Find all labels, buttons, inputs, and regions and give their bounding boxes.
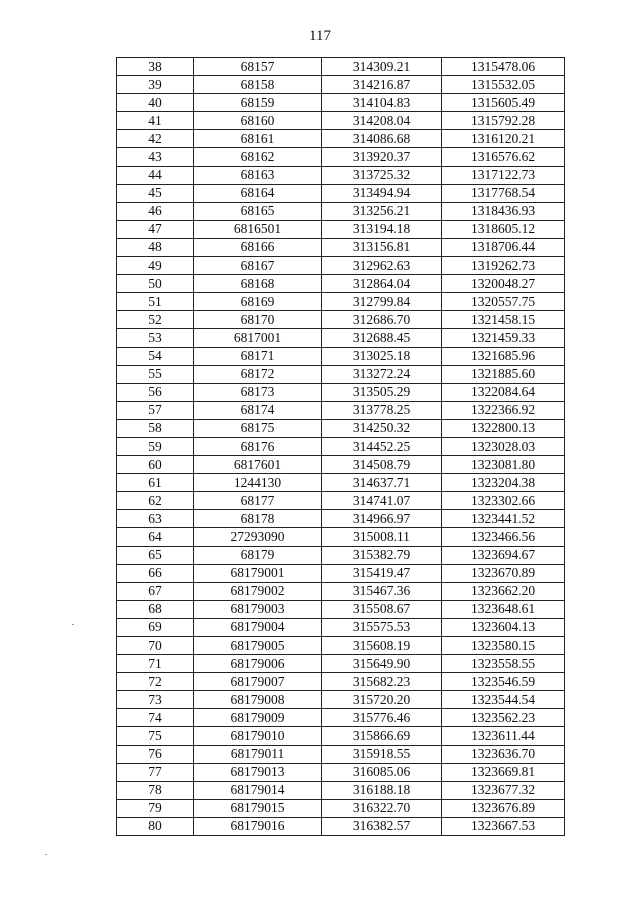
table-row: [117, 673, 565, 691]
x-coordinate-cell: 313156.81: [322, 238, 442, 256]
point-index-cell: 59: [117, 437, 194, 455]
point-index-cell: 52: [117, 311, 194, 329]
point-index-cell: 49: [117, 257, 194, 275]
point-id-cell: 68179015: [194, 799, 322, 817]
x-coordinate-cell: 315866.69: [322, 727, 442, 745]
x-coordinate-cell: 313920.37: [322, 148, 442, 166]
x-coordinate-cell: 312799.84: [322, 293, 442, 311]
y-coordinate-cell: 1323441.52: [442, 510, 565, 528]
x-coordinate-cell: 314966.97: [322, 510, 442, 528]
y-coordinate-cell: 1323667.53: [442, 817, 565, 835]
point-index-cell: 57: [117, 401, 194, 419]
y-coordinate-cell: 1320557.75: [442, 293, 565, 311]
point-index-cell: 69: [117, 618, 194, 636]
x-coordinate-cell: 314452.25: [322, 437, 442, 455]
table-row: [117, 184, 565, 202]
point-index-cell: 77: [117, 763, 194, 781]
y-coordinate-cell: 1315478.06: [442, 58, 565, 76]
point-id-cell: 6817601: [194, 456, 322, 474]
point-id-cell: 68179004: [194, 618, 322, 636]
x-coordinate-cell: 316085.06: [322, 763, 442, 781]
point-id-cell: 68179006: [194, 655, 322, 673]
point-index-cell: 76: [117, 745, 194, 763]
point-index-cell: 73: [117, 691, 194, 709]
point-id-cell: 68174: [194, 401, 322, 419]
y-coordinate-cell: 1323670.89: [442, 564, 565, 582]
point-id-cell: 68179016: [194, 817, 322, 835]
table-row: [117, 600, 565, 618]
y-coordinate-cell: 1321459.33: [442, 329, 565, 347]
scan-speck: [72, 624, 74, 625]
point-index-cell: 58: [117, 419, 194, 437]
y-coordinate-cell: 1322366.92: [442, 401, 565, 419]
y-coordinate-cell: 1323081.80: [442, 456, 565, 474]
point-index-cell: 41: [117, 112, 194, 130]
y-coordinate-cell: 1317768.54: [442, 184, 565, 202]
point-index-cell: 50: [117, 275, 194, 293]
point-index-cell: 39: [117, 76, 194, 94]
point-id-cell: 68176: [194, 437, 322, 455]
x-coordinate-cell: 314208.04: [322, 112, 442, 130]
point-id-cell: 68177: [194, 492, 322, 510]
point-id-cell: 68170: [194, 311, 322, 329]
table-row: [117, 781, 565, 799]
table-row: [117, 257, 565, 275]
table-row: [117, 329, 565, 347]
table-row: [117, 799, 565, 817]
y-coordinate-cell: 1323544.54: [442, 691, 565, 709]
table-body: [117, 58, 565, 836]
x-coordinate-cell: 315649.90: [322, 655, 442, 673]
point-index-cell: 45: [117, 184, 194, 202]
y-coordinate-cell: 1316576.62: [442, 148, 565, 166]
y-coordinate-cell: 1323302.66: [442, 492, 565, 510]
y-coordinate-cell: 1323676.89: [442, 799, 565, 817]
table-row: [117, 528, 565, 546]
point-index-cell: 75: [117, 727, 194, 745]
table-row: [117, 383, 565, 401]
point-id-cell: 68168: [194, 275, 322, 293]
point-id-cell: 68171: [194, 347, 322, 365]
table-row: [117, 293, 565, 311]
table-row: [117, 763, 565, 781]
table-row: [117, 709, 565, 727]
y-coordinate-cell: 1322800.13: [442, 419, 565, 437]
point-id-cell: 68179005: [194, 637, 322, 655]
table-row: [117, 437, 565, 455]
point-index-cell: 74: [117, 709, 194, 727]
x-coordinate-cell: 312688.45: [322, 329, 442, 347]
point-index-cell: 63: [117, 510, 194, 528]
x-coordinate-cell: 314508.79: [322, 456, 442, 474]
table-row: [117, 618, 565, 636]
table-row: [117, 220, 565, 238]
point-id-cell: 1244130: [194, 474, 322, 492]
y-coordinate-cell: 1321885.60: [442, 365, 565, 383]
table-row: [117, 112, 565, 130]
y-coordinate-cell: 1323677.32: [442, 781, 565, 799]
scan-speck: [45, 854, 47, 855]
table-row: [117, 148, 565, 166]
y-coordinate-cell: 1323662.20: [442, 582, 565, 600]
y-coordinate-cell: 1321458.15: [442, 311, 565, 329]
y-coordinate-cell: 1323558.55: [442, 655, 565, 673]
point-index-cell: 72: [117, 673, 194, 691]
point-id-cell: 68175: [194, 419, 322, 437]
table-row: [117, 691, 565, 709]
y-coordinate-cell: 1323028.03: [442, 437, 565, 455]
x-coordinate-cell: 313494.94: [322, 184, 442, 202]
y-coordinate-cell: 1318436.93: [442, 202, 565, 220]
point-index-cell: 40: [117, 94, 194, 112]
y-coordinate-cell: 1315792.28: [442, 112, 565, 130]
y-coordinate-cell: 1323580.15: [442, 637, 565, 655]
x-coordinate-cell: 314741.07: [322, 492, 442, 510]
x-coordinate-cell: 314637.71: [322, 474, 442, 492]
table-row: [117, 202, 565, 220]
y-coordinate-cell: 1317122.73: [442, 166, 565, 184]
point-index-cell: 54: [117, 347, 194, 365]
point-id-cell: 27293090: [194, 528, 322, 546]
table-row: [117, 311, 565, 329]
point-index-cell: 60: [117, 456, 194, 474]
point-id-cell: 6816501: [194, 220, 322, 238]
table-row: [117, 76, 565, 94]
x-coordinate-cell: 315575.53: [322, 618, 442, 636]
point-index-cell: 67: [117, 582, 194, 600]
table-row: [117, 727, 565, 745]
table-row: [117, 456, 565, 474]
x-coordinate-cell: 315918.55: [322, 745, 442, 763]
point-index-cell: 42: [117, 130, 194, 148]
x-coordinate-cell: 316188.18: [322, 781, 442, 799]
x-coordinate-cell: 313194.18: [322, 220, 442, 238]
y-coordinate-cell: 1321685.96: [442, 347, 565, 365]
x-coordinate-cell: 313778.25: [322, 401, 442, 419]
table-row: [117, 817, 565, 835]
point-index-cell: 64: [117, 528, 194, 546]
table-row: [117, 564, 565, 582]
point-index-cell: 70: [117, 637, 194, 655]
point-id-cell: 6817001: [194, 329, 322, 347]
table-row: [117, 655, 565, 673]
point-id-cell: 68158: [194, 76, 322, 94]
x-coordinate-cell: 313272.24: [322, 365, 442, 383]
table-row: [117, 474, 565, 492]
point-index-cell: 38: [117, 58, 194, 76]
point-index-cell: 51: [117, 293, 194, 311]
point-index-cell: 55: [117, 365, 194, 383]
point-id-cell: 68179003: [194, 600, 322, 618]
point-index-cell: 46: [117, 202, 194, 220]
y-coordinate-cell: 1322084.64: [442, 383, 565, 401]
table-row: [117, 492, 565, 510]
x-coordinate-cell: 314086.68: [322, 130, 442, 148]
x-coordinate-cell: 312864.04: [322, 275, 442, 293]
point-index-cell: 65: [117, 546, 194, 564]
x-coordinate-cell: 312686.70: [322, 311, 442, 329]
table-row: [117, 365, 565, 383]
x-coordinate-cell: 313025.18: [322, 347, 442, 365]
x-coordinate-cell: 315776.46: [322, 709, 442, 727]
y-coordinate-cell: 1315532.05: [442, 76, 565, 94]
y-coordinate-cell: 1318706.44: [442, 238, 565, 256]
table-row: [117, 130, 565, 148]
point-index-cell: 78: [117, 781, 194, 799]
table-row: [117, 510, 565, 528]
table-row: [117, 419, 565, 437]
x-coordinate-cell: 314104.83: [322, 94, 442, 112]
y-coordinate-cell: 1318605.12: [442, 220, 565, 238]
point-index-cell: 71: [117, 655, 194, 673]
point-id-cell: 68165: [194, 202, 322, 220]
point-id-cell: 68164: [194, 184, 322, 202]
point-index-cell: 61: [117, 474, 194, 492]
table-row: [117, 94, 565, 112]
table-row: [117, 347, 565, 365]
table-row: [117, 582, 565, 600]
y-coordinate-cell: 1323669.81: [442, 763, 565, 781]
y-coordinate-cell: 1323648.61: [442, 600, 565, 618]
y-coordinate-cell: 1323604.13: [442, 618, 565, 636]
y-coordinate-cell: 1323636.70: [442, 745, 565, 763]
table-row: [117, 275, 565, 293]
point-index-cell: 79: [117, 799, 194, 817]
x-coordinate-cell: 316382.57: [322, 817, 442, 835]
point-id-cell: 68179007: [194, 673, 322, 691]
point-id-cell: 68172: [194, 365, 322, 383]
y-coordinate-cell: 1323466.56: [442, 528, 565, 546]
point-id-cell: 68163: [194, 166, 322, 184]
table-row: [117, 166, 565, 184]
x-coordinate-cell: 315467.36: [322, 582, 442, 600]
point-id-cell: 68179014: [194, 781, 322, 799]
point-id-cell: 68159: [194, 94, 322, 112]
point-id-cell: 68179009: [194, 709, 322, 727]
table-row: [117, 637, 565, 655]
point-index-cell: 68: [117, 600, 194, 618]
y-coordinate-cell: 1323694.67: [442, 546, 565, 564]
x-coordinate-cell: 315382.79: [322, 546, 442, 564]
point-id-cell: 68179008: [194, 691, 322, 709]
x-coordinate-cell: 314250.32: [322, 419, 442, 437]
coordinates-table: [116, 57, 565, 836]
table-row: [117, 238, 565, 256]
x-coordinate-cell: 315419.47: [322, 564, 442, 582]
point-id-cell: 68162: [194, 148, 322, 166]
point-id-cell: 68179011: [194, 745, 322, 763]
x-coordinate-cell: 313505.29: [322, 383, 442, 401]
point-index-cell: 44: [117, 166, 194, 184]
x-coordinate-cell: 315682.23: [322, 673, 442, 691]
x-coordinate-cell: 315720.20: [322, 691, 442, 709]
x-coordinate-cell: 315008.11: [322, 528, 442, 546]
point-id-cell: 68167: [194, 257, 322, 275]
x-coordinate-cell: 312962.63: [322, 257, 442, 275]
y-coordinate-cell: 1316120.21: [442, 130, 565, 148]
point-id-cell: 68166: [194, 238, 322, 256]
point-index-cell: 43: [117, 148, 194, 166]
point-id-cell: 68169: [194, 293, 322, 311]
x-coordinate-cell: 313256.21: [322, 202, 442, 220]
table-row: [117, 58, 565, 76]
table-row: [117, 745, 565, 763]
x-coordinate-cell: 315508.67: [322, 600, 442, 618]
point-id-cell: 68179001: [194, 564, 322, 582]
point-index-cell: 80: [117, 817, 194, 835]
y-coordinate-cell: 1320048.27: [442, 275, 565, 293]
point-index-cell: 66: [117, 564, 194, 582]
x-coordinate-cell: 314216.87: [322, 76, 442, 94]
point-id-cell: 68179002: [194, 582, 322, 600]
point-id-cell: 68179: [194, 546, 322, 564]
x-coordinate-cell: 315608.19: [322, 637, 442, 655]
x-coordinate-cell: 313725.32: [322, 166, 442, 184]
y-coordinate-cell: 1323611.44: [442, 727, 565, 745]
point-id-cell: 68173: [194, 383, 322, 401]
point-id-cell: 68157: [194, 58, 322, 76]
y-coordinate-cell: 1323562.23: [442, 709, 565, 727]
x-coordinate-cell: 314309.21: [322, 58, 442, 76]
table-row: [117, 546, 565, 564]
point-index-cell: 62: [117, 492, 194, 510]
point-id-cell: 68160: [194, 112, 322, 130]
y-coordinate-cell: 1323546.59: [442, 673, 565, 691]
y-coordinate-cell: 1323204.38: [442, 474, 565, 492]
point-id-cell: 68178: [194, 510, 322, 528]
point-index-cell: 48: [117, 238, 194, 256]
x-coordinate-cell: 316322.70: [322, 799, 442, 817]
point-id-cell: 68179013: [194, 763, 322, 781]
point-index-cell: 47: [117, 220, 194, 238]
point-index-cell: 53: [117, 329, 194, 347]
point-id-cell: 68179010: [194, 727, 322, 745]
page-number: 117: [309, 28, 331, 44]
y-coordinate-cell: 1315605.49: [442, 94, 565, 112]
table-row: [117, 401, 565, 419]
y-coordinate-cell: 1319262.73: [442, 257, 565, 275]
point-index-cell: 56: [117, 383, 194, 401]
point-id-cell: 68161: [194, 130, 322, 148]
